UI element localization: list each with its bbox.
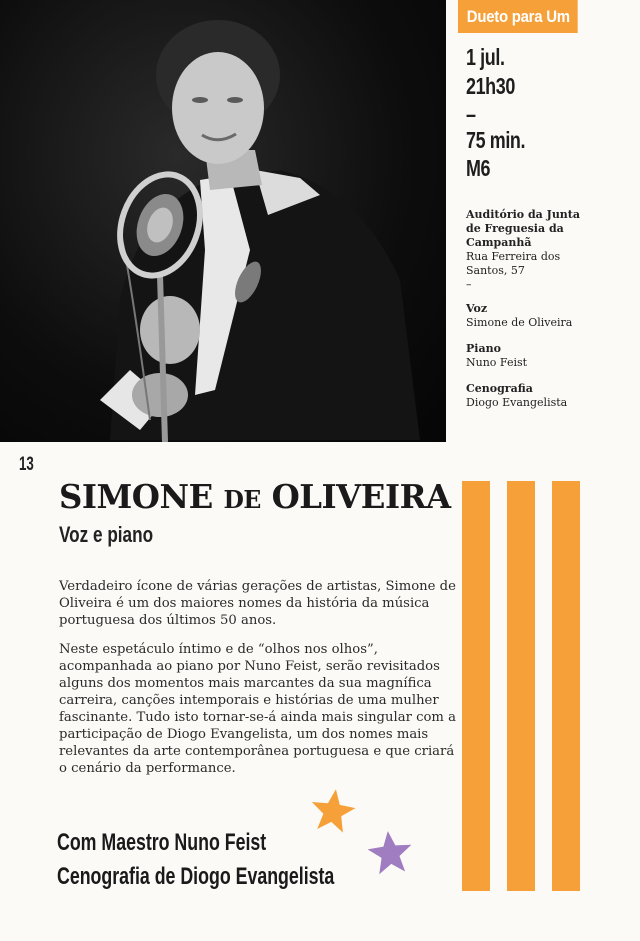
event-time: 21h30 [466, 73, 515, 99]
title-part3: OLIVEIRA [260, 477, 451, 516]
event-duration: 75 min. [466, 127, 526, 153]
venue-address-line1: Rua Ferreira dos [466, 250, 561, 263]
paragraph: Verdadeiro ícone de várias gerações de artistas, Simone de Oliveira é um dos maiores nomes da história da música portuguesa dos últimos 50 anos. [59, 579, 456, 628]
footer-line2: Cenografia de Diogo Evangelista [57, 863, 335, 890]
page-number: 13 [19, 454, 34, 475]
purple-star-icon [367, 829, 413, 875]
credit-voice [466, 302, 572, 330]
credit-role: Voz [466, 302, 488, 315]
credit-name: Diogo Evangelista [466, 396, 568, 409]
page-subtitle: Voz e piano [59, 522, 154, 547]
event-date: 1 jul. [466, 44, 505, 70]
venue-info [466, 208, 616, 292]
decorative-stripe [462, 481, 490, 891]
title-part1: SIMONE [59, 477, 224, 516]
credit-name: Nuno Feist [466, 356, 528, 369]
category-tag: Dueto para Um [458, 0, 578, 33]
description [59, 578, 459, 789]
page-title [59, 477, 451, 516]
venue-dash: – [466, 278, 472, 291]
performer-photo [0, 0, 446, 442]
venue-name-line1: Auditório da Junta [466, 208, 581, 221]
venue-name-line3: Campanhã [466, 236, 532, 249]
credit-piano [466, 342, 527, 370]
venue-address-line2: Santos, 57 [466, 264, 525, 277]
credit-role: Piano [466, 342, 501, 355]
decorative-stripe [552, 481, 580, 891]
venue-name-line2: de Freguesia da [466, 222, 564, 235]
footer-line1: Com Maestro Nuno Feist [57, 829, 267, 856]
decorative-stripe [507, 481, 535, 891]
title-part2: DE [223, 485, 261, 514]
credit-role: Cenografia [466, 382, 533, 395]
credit-name: Simone de Oliveira [466, 316, 573, 329]
paragraph: Neste espetáculo íntimo e de “olhos nos olhos”, acompanhada ao piano por Nuno Feist, serão revisitados alguns dos momentos mais marcantes da sua magnífica carreira, canções intemporais e histórias de uma mulher fascinante. Tudo isto tornar-se-á ainda mais singular com a participação de Diogo Evangelista, um dos nomes mais relevantes da arte contemporânea portuguesa e que criará o cenário da performance. [59, 642, 456, 776]
age-rating: M6 [466, 155, 491, 181]
schedule-dash: – [466, 101, 476, 127]
orange-star-icon [310, 787, 356, 833]
credit-scenography [466, 382, 567, 410]
